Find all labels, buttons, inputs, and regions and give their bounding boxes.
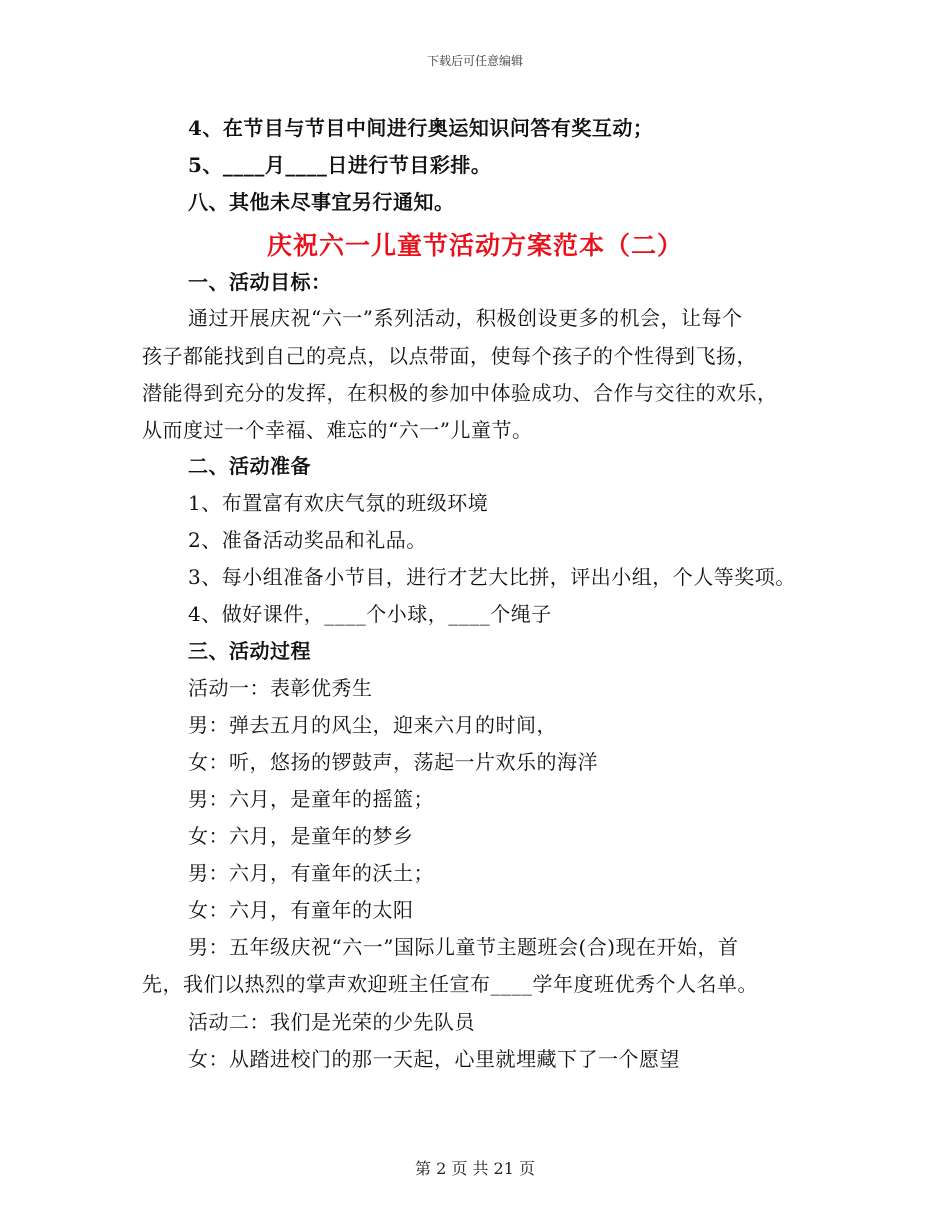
paragraph-line: 男：弹去五月的风尘，迎来六月的时间， bbox=[188, 713, 557, 737]
paragraph-line: 从而度过一个幸福、难忘的“六一”儿童节。 bbox=[142, 418, 533, 442]
paragraph-line: 女：听，悠扬的锣鼓声，荡起一片欢乐的海洋 bbox=[188, 750, 598, 774]
paragraph-line: 潜能得到充分的发挥，在积极的参加中体验成功、合作与交往的欢乐， bbox=[142, 381, 778, 405]
list-item: 5、____月____日进行节目彩排。 bbox=[188, 153, 492, 177]
section-heading: 三、活动过程 bbox=[188, 639, 311, 663]
page-header: 下载后可任意编辑 bbox=[426, 54, 523, 68]
paragraph-line: 孩子都能找到自己的亮点，以点带面，使每个孩子的个性得到飞扬， bbox=[142, 344, 757, 368]
list-item: 3、每小组准备小节目，进行才艺大比拼，评出小组，个人等奖项。 bbox=[188, 565, 796, 589]
section-heading: 八、其他未尽事宜另行通知。 bbox=[188, 190, 455, 214]
paragraph-line: 男：六月，有童年的沃土； bbox=[188, 861, 434, 885]
section-heading: 一、活动目标： bbox=[188, 270, 332, 294]
paragraph-line: 女：六月，是童年的梦乡 bbox=[188, 824, 414, 848]
section-heading: 二、活动准备 bbox=[188, 454, 311, 478]
paragraph-line: 女：六月，有童年的太阳 bbox=[188, 898, 414, 922]
list-item: 1、布置富有欢庆气氛的班级环境 bbox=[188, 491, 489, 515]
paragraph-line: 活动二：我们是光荣的少先队员 bbox=[188, 1010, 475, 1034]
paragraph-line: 活动一：表彰优秀生 bbox=[188, 676, 373, 700]
paragraph-line: 男：六月，是童年的摇篮； bbox=[188, 787, 434, 811]
document-title: 庆祝六一儿童节活动方案范本（二） bbox=[266, 231, 683, 260]
list-item: 4、做好课件，____个小球，____个绳子 bbox=[188, 602, 552, 626]
paragraph-line: 女：从踏进校门的那一天起，心里就埋藏下了一个愿望 bbox=[188, 1047, 680, 1071]
page-footer: 第 2 页 共 21 页 bbox=[415, 1159, 535, 1178]
list-item: 2、准备活动奖品和礼品。 bbox=[188, 528, 427, 552]
paragraph-line: 通过开展庆祝“六一”系列活动，积极创设更多的机会，让每个 bbox=[188, 306, 743, 330]
paragraph-line: 男：五年级庆祝“六一”国际儿童节主题班会(合)现在开始，首 bbox=[188, 935, 739, 959]
paragraph-line: 先，我们以热烈的掌声欢迎班主任宣布____学年度班优秀个人名单。 bbox=[142, 972, 758, 996]
list-item: 4、在节目与节目中间进行奥运知识问答有奖互动； bbox=[188, 116, 654, 140]
